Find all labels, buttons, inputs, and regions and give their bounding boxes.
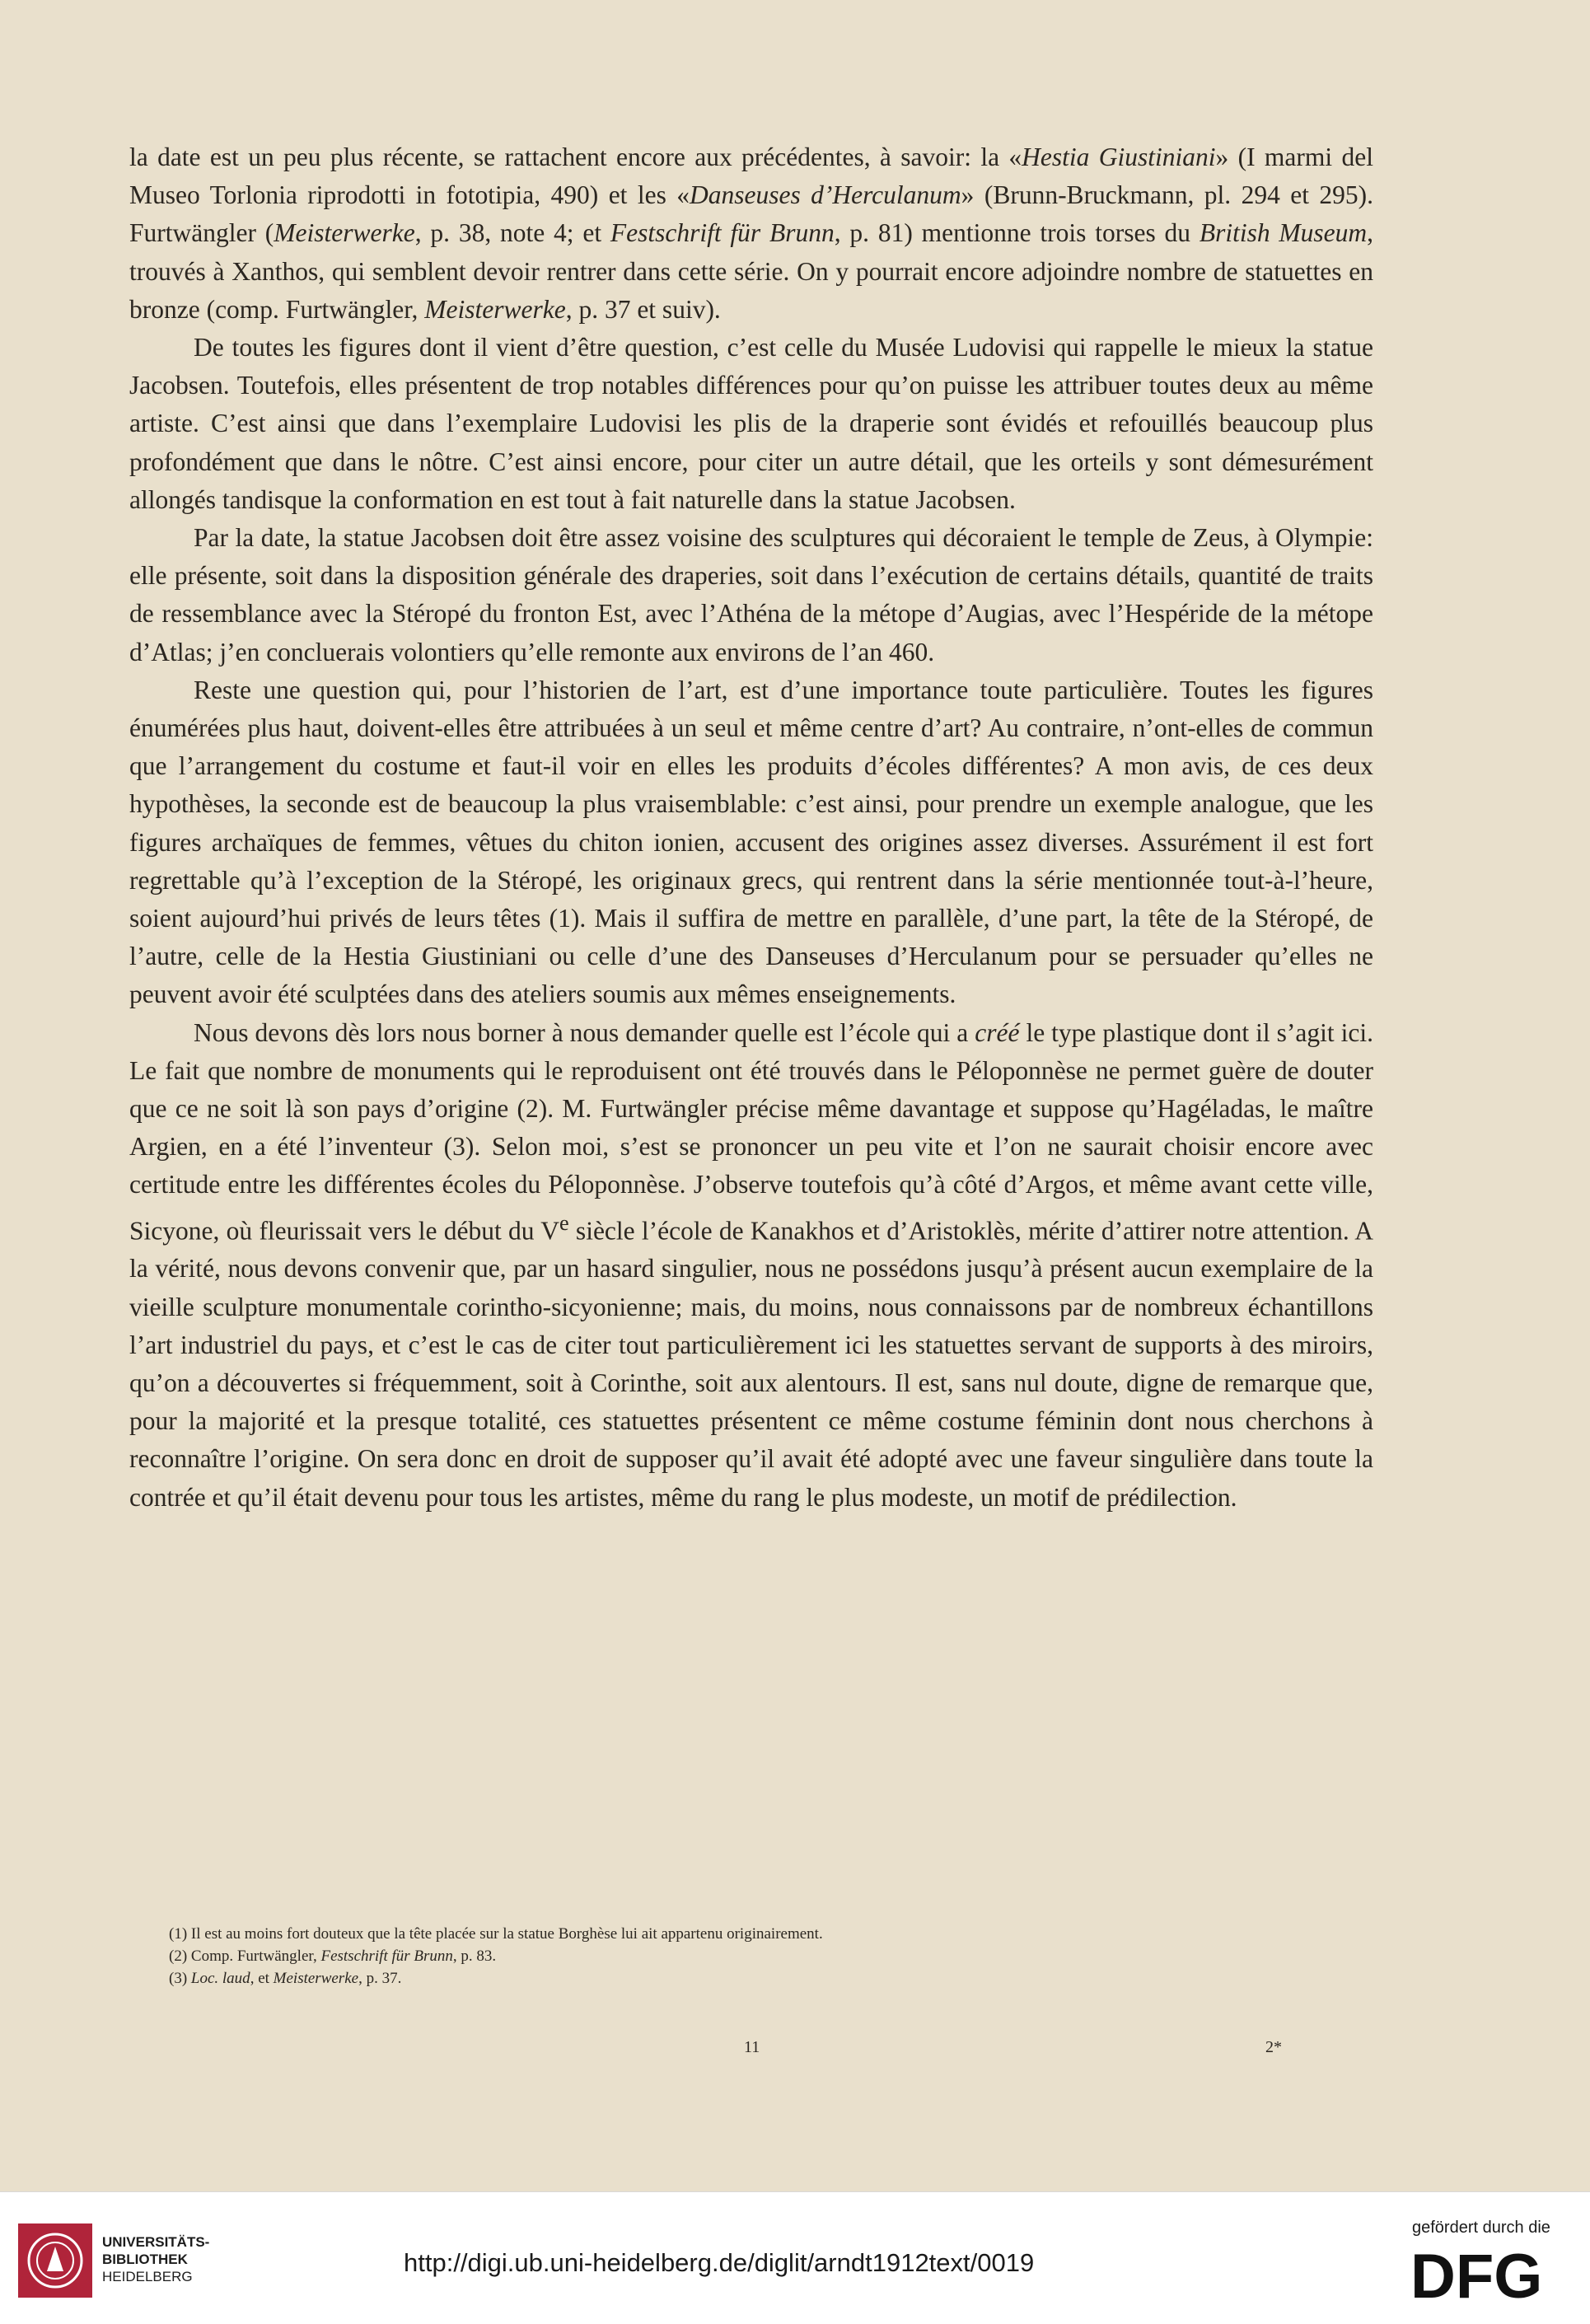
- italic-run: Festschrift für Brunn: [610, 218, 835, 248]
- body-paragraph: [129, 138, 1373, 329]
- body-text: [129, 138, 1373, 1517]
- italic-run: Meisterwerke: [274, 218, 415, 248]
- text-run: , et: [250, 1970, 274, 1987]
- signature-mark: 2*: [1265, 2038, 1282, 2056]
- permalink-url[interactable]: http://digi.ub.uni-heidelberg.de/diglit/arndt1912text/0019: [404, 2248, 1035, 2277]
- dfg-logo: [1410, 2242, 1567, 2308]
- body-paragraph: [129, 329, 1373, 519]
- text-run: , p. 37.: [358, 1970, 402, 1987]
- text-run: (1) Il est au moins fort douteux que la tête placée sur la statue Borghèse lui ait appartenu originairement.: [169, 1925, 823, 1943]
- library-name: [102, 2233, 209, 2285]
- text-run: la date est un peu plus récente, se rattachent encore aux précédentes, à savoir: la «: [129, 143, 1022, 171]
- university-seal-icon: [18, 2223, 92, 2298]
- footnote: [169, 1945, 1322, 1967]
- body-paragraph: [129, 1014, 1373, 1517]
- page-number: 11: [744, 2038, 760, 2056]
- footnote: [169, 1967, 1322, 1990]
- italic-run: Meisterwerke: [424, 294, 566, 324]
- text-run: , p. 81) mentionne trois torses du: [834, 218, 1200, 248]
- library-footer: [0, 2191, 1590, 2324]
- funded-by-label: gefördert durch die: [1412, 2219, 1550, 2237]
- text-run: Par la date, la statue Jacobsen doit être assez voisine des sculptures qui décoraient le temple de Zeus, à Olympie: elle présente, soit dans la disposition générale des draperies, soit dans l’exécution de certains détails, quantité de traits de ressemblance avec la Stéropé du fronton Est, avec l’Athéna de la métope d’Augias, avec l’Hespéride de la métope d’Atlas; j’en concluerais volontiers qu’elle remonte aux environs de l’an 460.: [129, 523, 1373, 666]
- italic-run: Loc. laud: [190, 1970, 250, 1987]
- footnotes: [169, 1923, 1322, 1990]
- library-name-line-1: UNIVERSITÄTS-: [102, 2234, 210, 2250]
- text-run: siècle l’école de Kanakhos et d’Aristoklès, mérite d’attirer notre attention. A la vérité, nous devons convenir que, par un hasard singulier, nous ne possédons jusqu’à présent aucun exemplaire de la vieille sculpture monumentale corintho-sicyonienne; mais, du moins, nous connaissons par de nombreux échantillons l’art industriel du pays, et c’est le cas de citer tout particulièrement ici les statuettes servant de supports à des miroirs, qu’on a découvertes si fréquemment, soit à Corinthe, soit aux alentours. Il est, sans nul doute, digne de remarque que, pour la majorité et la presque totalité, ces statuettes présentent ce même costume féminin dont nous cherchons à reconnaître l’origine. On sera donc en droit de supposer qu’il avait été adopté avec une faveur singulière dans toute la contrée et qu’il était devenu pour tous les artistes, même du rang le plus modeste, un motif de prédilection.: [129, 1216, 1373, 1512]
- text-run: (2) Comp. Furtwängler,: [169, 1948, 321, 1965]
- library-name-line-2: BIBLIOTHEK: [102, 2252, 188, 2267]
- superscript-run: e: [559, 1210, 569, 1235]
- text-run: » (Brunn-Bruckmann, pl. 294 et 295). Furtwängler (: [129, 180, 1373, 248]
- text-run: (3): [169, 1970, 191, 1987]
- dfg-logo-text: DFG: [1410, 2242, 1543, 2308]
- text-run: , p. 83.: [452, 1948, 497, 1965]
- text-run: , p. 38, note 4; et: [414, 218, 610, 248]
- text-run: Reste une question qui, pour l’historien de l’art, est d’une importance toute particulière. Toutes les figures énumérées plus haut, doivent-elles être attribuées à un seul et même centre d’art? Au contraire, n’ont-elles de commun que l’arrangement du costume et faut-il voir en elles les produits d’écoles différentes? A mon avis, de ces deux hypothèses, la seconde est de beaucoup la plus vraisemblable: c’est ainsi, pour prendre un exemple analogue, que les figures archaïques de femmes, vêtues du chiton ionien, accusent des origines assez diverses. Assurément il est fort regrettable qu’à l’exception de la Stéropé, les originaux grecs, qui rentrent dans la série mentionnée tout-à-l’heure, soient aujourd’hui privés de leurs têtes (1). Mais il suffira de mettre en parallèle, d’une part, la tête de la Stéropé, de l’autre, celle de la Hestia Giustiniani ou celle d’une des Danseuses d’Herculanum pour se persuader qu’elles ne peuvent avoir été sculptées dans des ateliers soumis aux mêmes enseignements.: [129, 675, 1373, 1009]
- italic-run: British Museum: [1199, 218, 1368, 248]
- footnote: [169, 1923, 1322, 1945]
- body-paragraph: [129, 671, 1373, 1014]
- italic-run: Meisterwerke: [273, 1970, 359, 1987]
- text-run: , p. 37 et suiv).: [565, 294, 721, 324]
- text-run: Nous devons dès lors nous borner à nous demander quelle est l’école qui a: [194, 1017, 975, 1047]
- library-name-line-3: HEIDELBERG: [102, 2269, 193, 2284]
- italic-run: Danseuses d’Herculanum: [689, 180, 961, 210]
- italic-run: Festschrift für Brunn: [320, 1948, 453, 1965]
- text-run: le type plastique dont il s’agit ici. Le fait que nombre de monuments qui le reproduisent ont été trouvés dans le Péloponnèse ne permet guère de douter que ce ne soit là son pays d’origine (2). M. Furtwängler précise même davantage et suppose qu’Hagéladas, le maître Argien, en a été l’inventeur (3). Selon moi, s’est se prononcer un peu vite et l’on ne saurait choisir encore avec certitude entre les différentes écoles du Péloponnèse. J’observe toutefois qu’à côté d’Argos, et même avant cette ville, Sicyone, où fleurissait vers le début du V: [129, 1017, 1373, 1246]
- text-run: » (I marmi del Museo Torlonia riprodotti in fototipia, 490) et les «: [129, 143, 1373, 210]
- italic-run: créé: [975, 1017, 1020, 1047]
- italic-run: Hestia Giustiniani: [1022, 143, 1216, 171]
- body-paragraph: [129, 519, 1373, 671]
- text-run: De toutes les figures dont il vient d’être question, c’est celle du Musée Ludovisi qui rappelle le mieux la statue Jacobsen. Toutefois, elles présentent de trop notables différences pour qu’on puisse les attribuer toutes deux au même artiste. C’est ainsi que dans l’exemplaire Ludovisi les plis de la draperie sont évidés et refouillés beaucoup plus profondément que dans le nôtre. C’est ainsi encore, pour citer un autre détail, que les orteils y sont démesurément allongés tandisque la conformation en est tout à fait naturelle dans la statue Jacobsen.: [129, 333, 1373, 514]
- text-run: , trouvés à Xanthos, qui semblent devoir rentrer dans cette série. On y pourrait encore adjoindre nombre de statuettes en bronze (comp. Furtwängler,: [129, 218, 1374, 324]
